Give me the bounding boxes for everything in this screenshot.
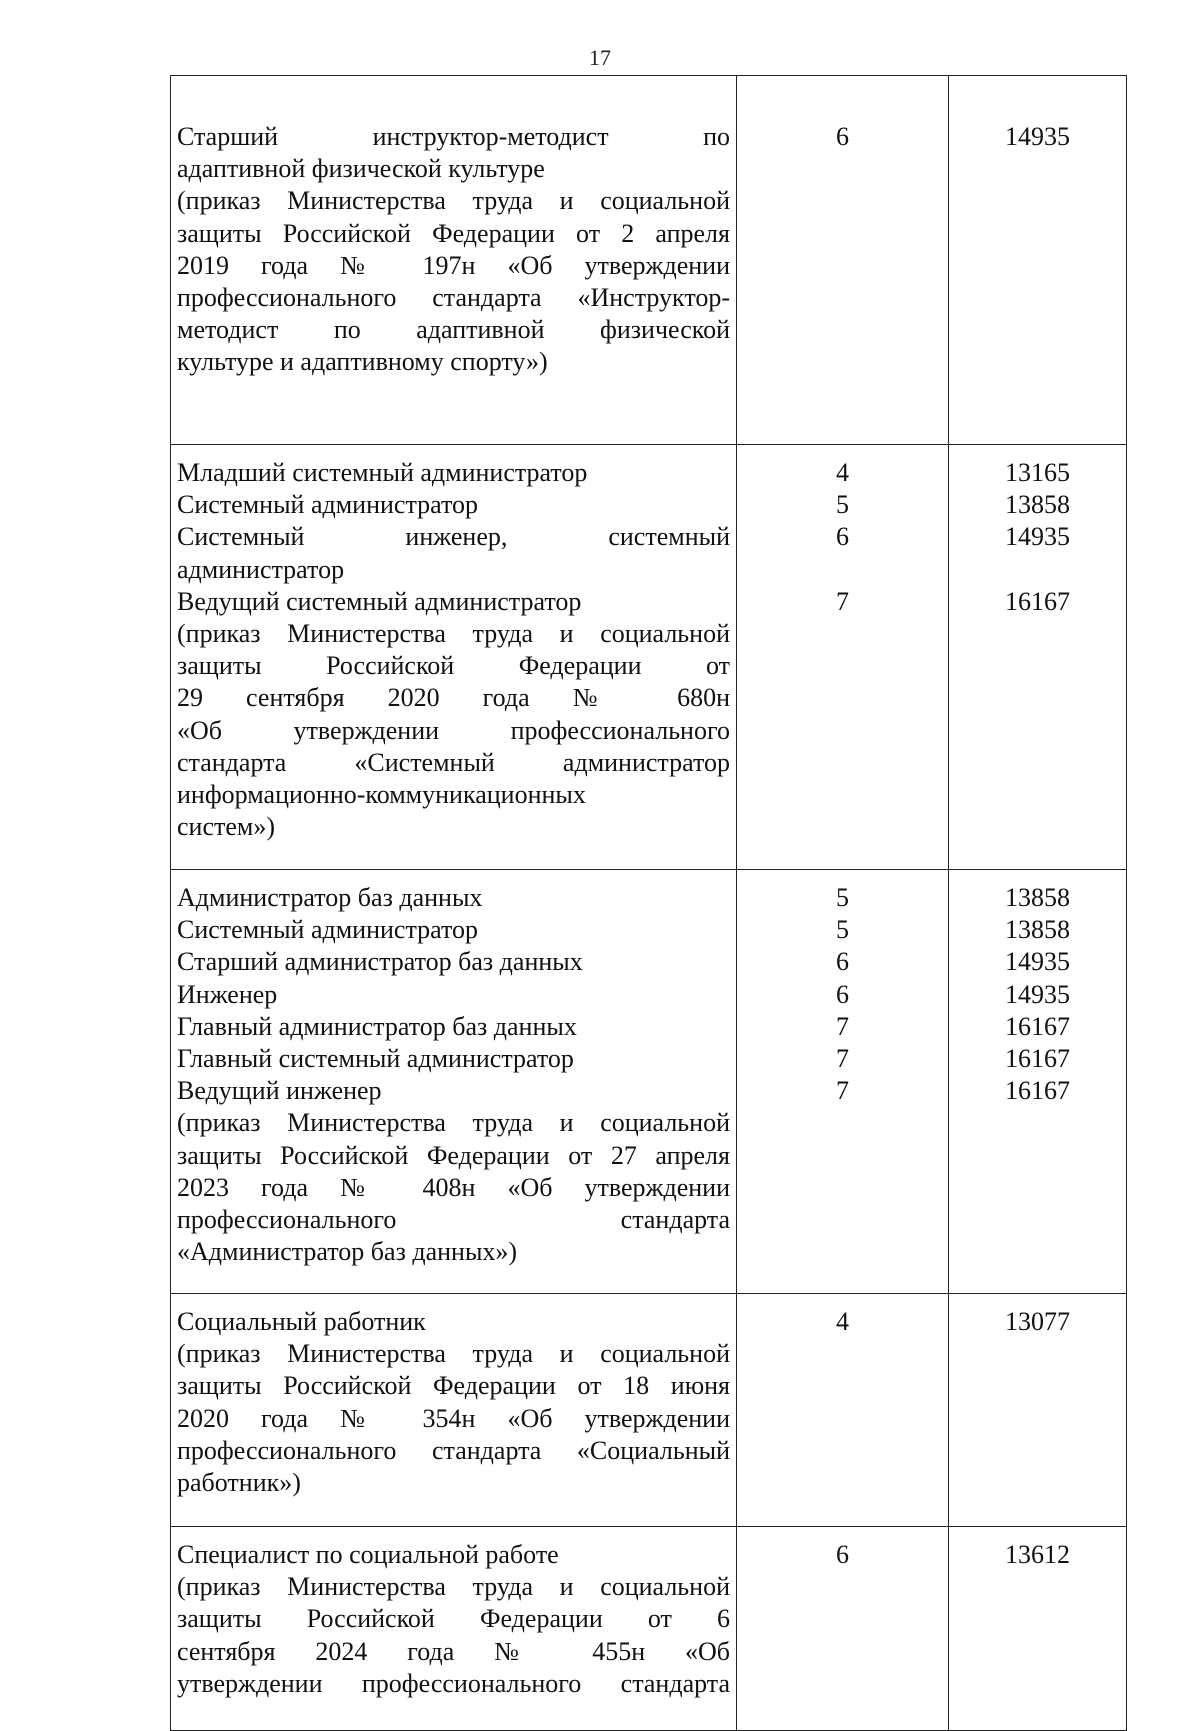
- position-line: администратор: [177, 554, 345, 584]
- qualification-level-cell: [737, 870, 949, 1294]
- position-line: Социальный работник: [177, 1307, 426, 1336]
- order-line: 2019 года № 197н «Об утверждении: [177, 250, 730, 280]
- order-line: защиты Российской Федерации от 18 июня: [177, 1371, 730, 1401]
- position-line: Ведущий инженер: [177, 1076, 382, 1106]
- position-cell: [171, 445, 737, 870]
- order-line: методист по адаптивной физической: [177, 315, 730, 345]
- qualification-level: 7: [836, 1076, 849, 1106]
- qualification-level: 5: [836, 915, 849, 945]
- order-line: «Администратор баз данных»): [177, 1237, 518, 1267]
- salary-cell: [949, 870, 1127, 1294]
- order-line: стандарта «Системный администратор: [177, 747, 730, 777]
- order-line: сентября 2024 года № 455н «Об: [177, 1636, 730, 1666]
- order-line: 2020 года № 354н «Об утверждении: [177, 1403, 730, 1433]
- salary-value: 14935: [1005, 122, 1070, 151]
- order-line: (приказ Министерства труда и социальной: [177, 1339, 730, 1369]
- position-line: Главный системный администратор: [177, 1044, 574, 1074]
- salary-value: 13858: [1005, 883, 1070, 912]
- qualification-level-cell: [737, 76, 949, 445]
- table-row: [171, 870, 1127, 1294]
- qualification-level: 4: [836, 1307, 849, 1336]
- qualification-level: 7: [836, 586, 849, 616]
- salary-value: 13612: [1005, 1540, 1070, 1569]
- order-line: защиты Российской Федерации от 2 апреля: [177, 218, 730, 248]
- qualification-level-cell: [737, 1527, 949, 1731]
- qualification-level-cell: [737, 1294, 949, 1527]
- position-line: Администратор баз данных: [177, 883, 483, 912]
- table-row: [171, 1294, 1127, 1527]
- salary-cell: [949, 76, 1127, 445]
- qualification-level: 6: [836, 122, 849, 151]
- spacer: [737, 554, 948, 586]
- order-line: 29 сентября 2020 года № 680н: [177, 683, 730, 713]
- position-line: Главный администратор баз данных: [177, 1011, 577, 1041]
- position-cell: [171, 1527, 737, 1731]
- spacer: [949, 554, 1126, 586]
- salary-value: 16167: [1005, 1044, 1070, 1074]
- qualification-level: 5: [836, 490, 849, 520]
- order-line: «Об утверждении профессионального: [177, 715, 730, 745]
- position-cell: [171, 870, 737, 1294]
- position-line: Системный администратор: [177, 915, 479, 945]
- order-line: (приказ Министерства труда и социальной: [177, 1108, 730, 1138]
- salary-value: 13858: [1005, 490, 1070, 520]
- order-line: 2023 года № 408н «Об утверждении: [177, 1172, 730, 1202]
- position-line: Младший системный администратор: [177, 458, 588, 487]
- salary-value: 16167: [1005, 586, 1070, 616]
- position-cell: [171, 76, 737, 445]
- order-line: утверждении профессионального стандарта: [177, 1668, 730, 1698]
- salary-value: 13165: [1005, 458, 1070, 487]
- salary-value: 13077: [1005, 1307, 1070, 1336]
- order-line: (приказ Министерства труда и социальной: [177, 619, 730, 649]
- order-line: культуре и адаптивному спорту»): [177, 347, 548, 377]
- qualification-level: 7: [836, 1011, 849, 1041]
- order-line: (приказ Министерства труда и социальной: [177, 186, 730, 216]
- position-line: Ведущий системный администратор: [177, 586, 582, 616]
- order-line: профессионального стандарта «Социальный: [177, 1435, 730, 1465]
- order-line: работник»): [177, 1468, 301, 1498]
- position-line: Системный администратор: [177, 490, 479, 520]
- salary-value: 14935: [1005, 522, 1070, 552]
- order-line: (приказ Министерства труда и социальной: [177, 1572, 730, 1602]
- qualification-level: 5: [836, 883, 849, 912]
- position-line: адаптивной физической культуре: [177, 154, 545, 184]
- position-line: Специалист по социальной работе: [177, 1540, 559, 1569]
- order-line: систем»): [177, 812, 276, 842]
- position-line: Системный инженер, системный: [177, 522, 730, 552]
- position-cell: [171, 1294, 737, 1527]
- position-line: Старший инструктор-методист по: [177, 122, 730, 151]
- salary-value: 13858: [1005, 915, 1070, 945]
- qualification-level: 7: [836, 1044, 849, 1074]
- order-line: защиты Российской Федерации от: [177, 651, 730, 681]
- table-row: [171, 445, 1127, 870]
- qualification-level-cell: [737, 445, 949, 870]
- salary-value: 14935: [1005, 979, 1070, 1009]
- salary-value: 14935: [1005, 947, 1070, 977]
- salary-cell: [949, 1527, 1127, 1731]
- page-number: 17: [589, 45, 611, 70]
- qualification-level: 6: [836, 522, 849, 552]
- order-line: защиты Российской Федерации от 6: [177, 1604, 730, 1634]
- qualification-level: 4: [836, 458, 849, 487]
- salary-value: 16167: [1005, 1011, 1070, 1041]
- order-line: защиты Российской Федерации от 27 апреля: [177, 1140, 730, 1170]
- position-line: Инженер: [177, 979, 278, 1009]
- salary-cell: [949, 445, 1127, 870]
- salary-cell: [949, 1294, 1127, 1527]
- order-line: профессионального стандарта «Инструктор-: [177, 283, 730, 313]
- qualification-level: 6: [836, 1540, 849, 1569]
- table-row: [171, 1527, 1127, 1731]
- salary-value: 16167: [1005, 1076, 1070, 1106]
- qualification-level: 6: [836, 979, 849, 1009]
- qualification-level: 6: [836, 947, 849, 977]
- position-line: Старший администратор баз данных: [177, 947, 583, 977]
- order-line: профессионального стандарта: [177, 1205, 730, 1235]
- positions-table: [170, 75, 1127, 1731]
- order-line: информационно-коммуникационных: [177, 780, 586, 810]
- table-row: [171, 76, 1127, 445]
